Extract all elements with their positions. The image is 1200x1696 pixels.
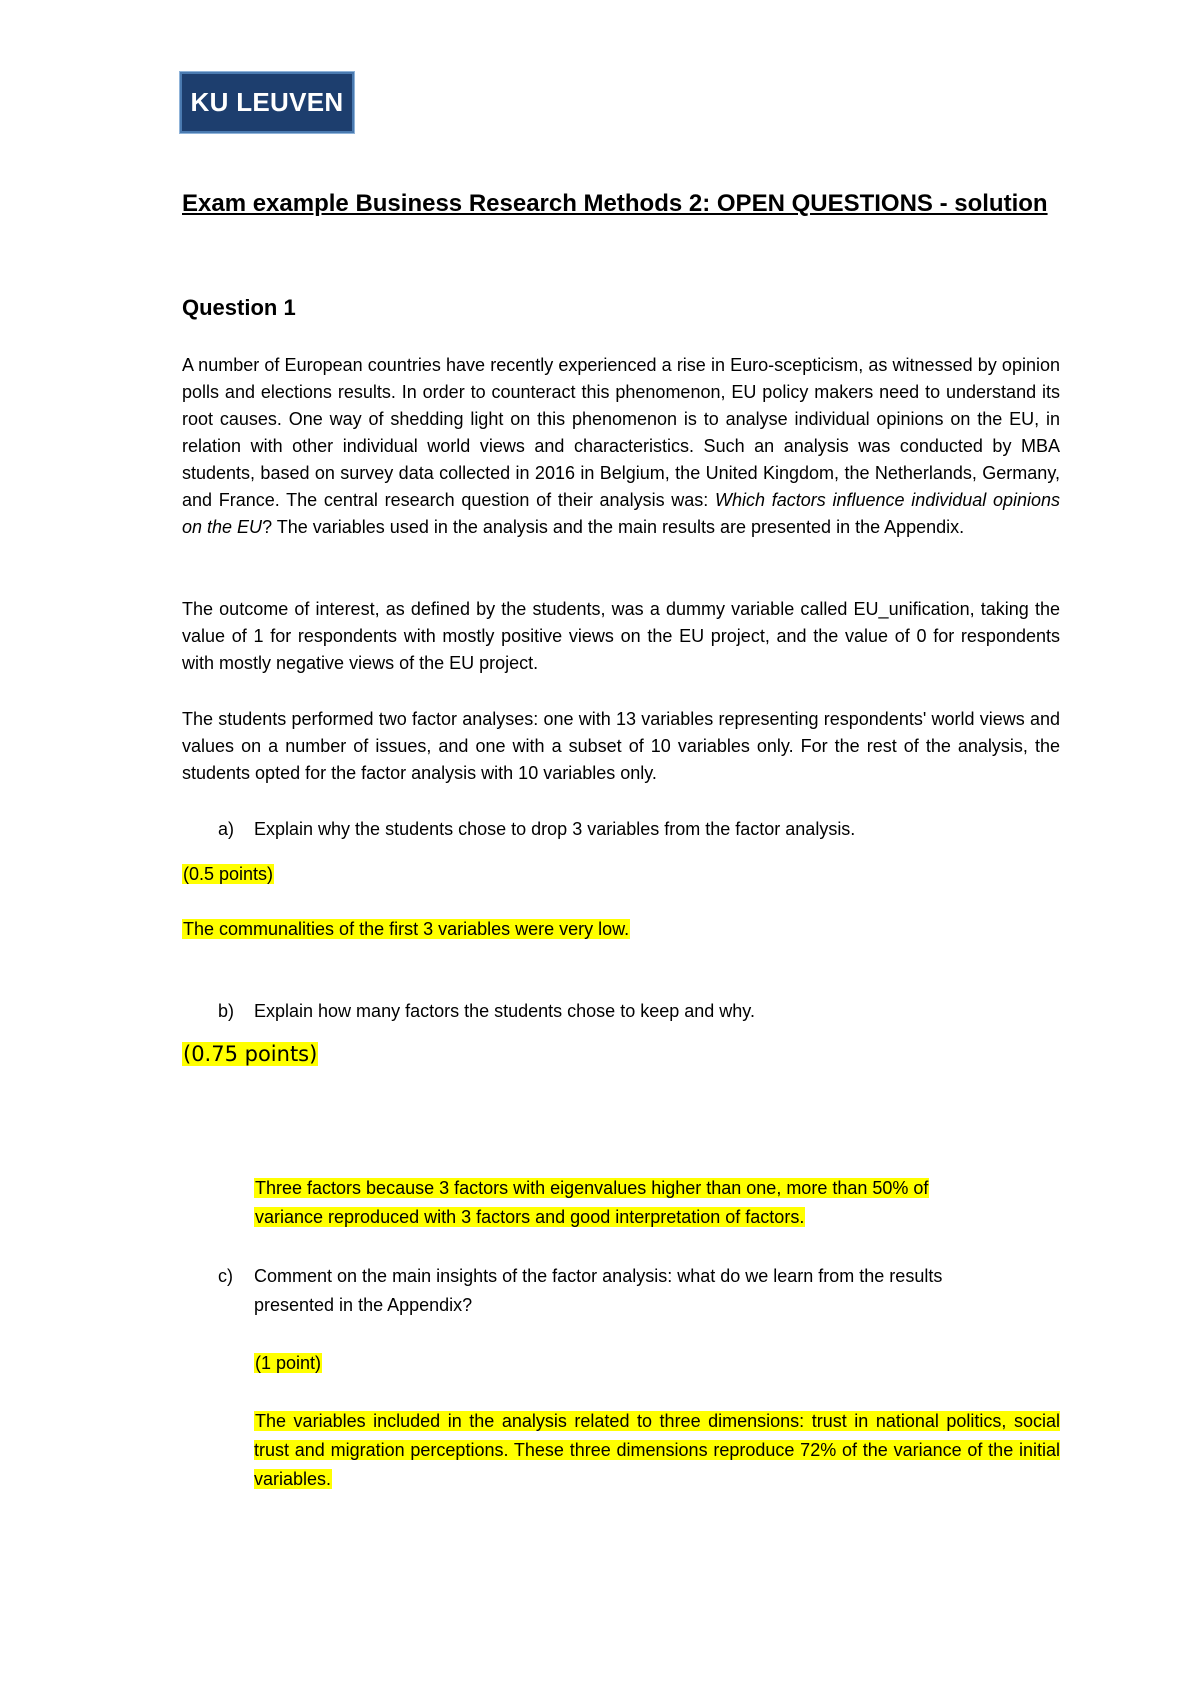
part-a-text: Explain why the students chose to drop 3 variables from the factor analysis. [254, 819, 856, 839]
part-c-points [254, 1349, 322, 1378]
part-a-answer-text: The communalities of the first 3 variables were very low. [183, 919, 630, 939]
part-b-text: Explain how many factors the students chose to keep and why. [254, 1001, 755, 1021]
part-b-answer-line-2: variance reproduced with 3 factors and good interpretation of factors. [255, 1207, 805, 1227]
part-c-line-1: Comment on the main insights of the factor analysis: what do we learn from the results [254, 1266, 943, 1286]
intro-paragraph [182, 352, 1060, 541]
factor-paragraph: The students performed two factor analyses: one with 13 variables representing respondents' world views and values on a number of issues, and one with a subset of 10 variables only. For the rest of the analysis, the students opted for the factor analysis with 10 variables only. [182, 709, 1060, 783]
part-b-marker: b) [218, 1001, 235, 1021]
outcome-paragraph: The outcome of interest, as defined by the students, was a dummy variable called EU_unification, taking the value of 1 for respondents with mostly positive views on the EU project, and the value of 0 for respondents with mostly negative views of the EU project. [182, 599, 1060, 673]
part-c-answer [254, 1407, 1060, 1494]
part-a-points [182, 860, 274, 889]
part-a-marker: a) [218, 819, 235, 839]
part-b-points-text: (0.75 points) [183, 1042, 318, 1066]
document-title: Exam example Business Research Methods 2: OPEN QUESTIONS - solution [182, 190, 1048, 217]
research-question-italic: Which factors influence individual opinions on the EU [182, 490, 1061, 537]
part-c-line-2: presented in the Appendix? [254, 1295, 473, 1315]
logo-text: KU LEUVEN [190, 87, 344, 117]
part-a-points-text: (0.5 points) [183, 864, 274, 884]
intro-text-2: ? The variables used in the analysis and the main results are presented in the Appendix. [262, 517, 965, 537]
question-1-heading: Question 1 [182, 295, 296, 320]
part-b-answer-line-1: Three factors because 3 factors with eigenvalues higher than one, more than 50% of [255, 1178, 929, 1198]
part-c-text [254, 1262, 1060, 1320]
part-c-points-text: (1 point) [255, 1353, 322, 1373]
ku-leuven-logo [180, 72, 354, 133]
part-b-answer [254, 1174, 929, 1232]
part-a-answer [182, 915, 630, 944]
intro-text-1: A number of European countries have recently experienced a rise in Euro-scepticism, as witnessed by opinion polls and elections results. In order to counteract this phenomenon, EU policy makers need to understand its root causes. One way of shedding light on this phenomenon is to analyse individual opinions on the EU, in relation with other individual world views and characteristics. Such an analysis was conducted by MBA students, based on survey data collected in 2016 in Belgium, the United Kingdom, the Netherlands, Germany, and France. The central research question of their analysis was: [182, 355, 1060, 510]
part-c-answer-text: The variables included in the analysis related to three dimensions: trust in national politics, social trust and migration perceptions. These three dimensions reproduce 72% of the variance of the initial variables. [254, 1411, 1060, 1489]
part-c-marker: c) [218, 1266, 233, 1286]
part-b-points [182, 1040, 318, 1069]
